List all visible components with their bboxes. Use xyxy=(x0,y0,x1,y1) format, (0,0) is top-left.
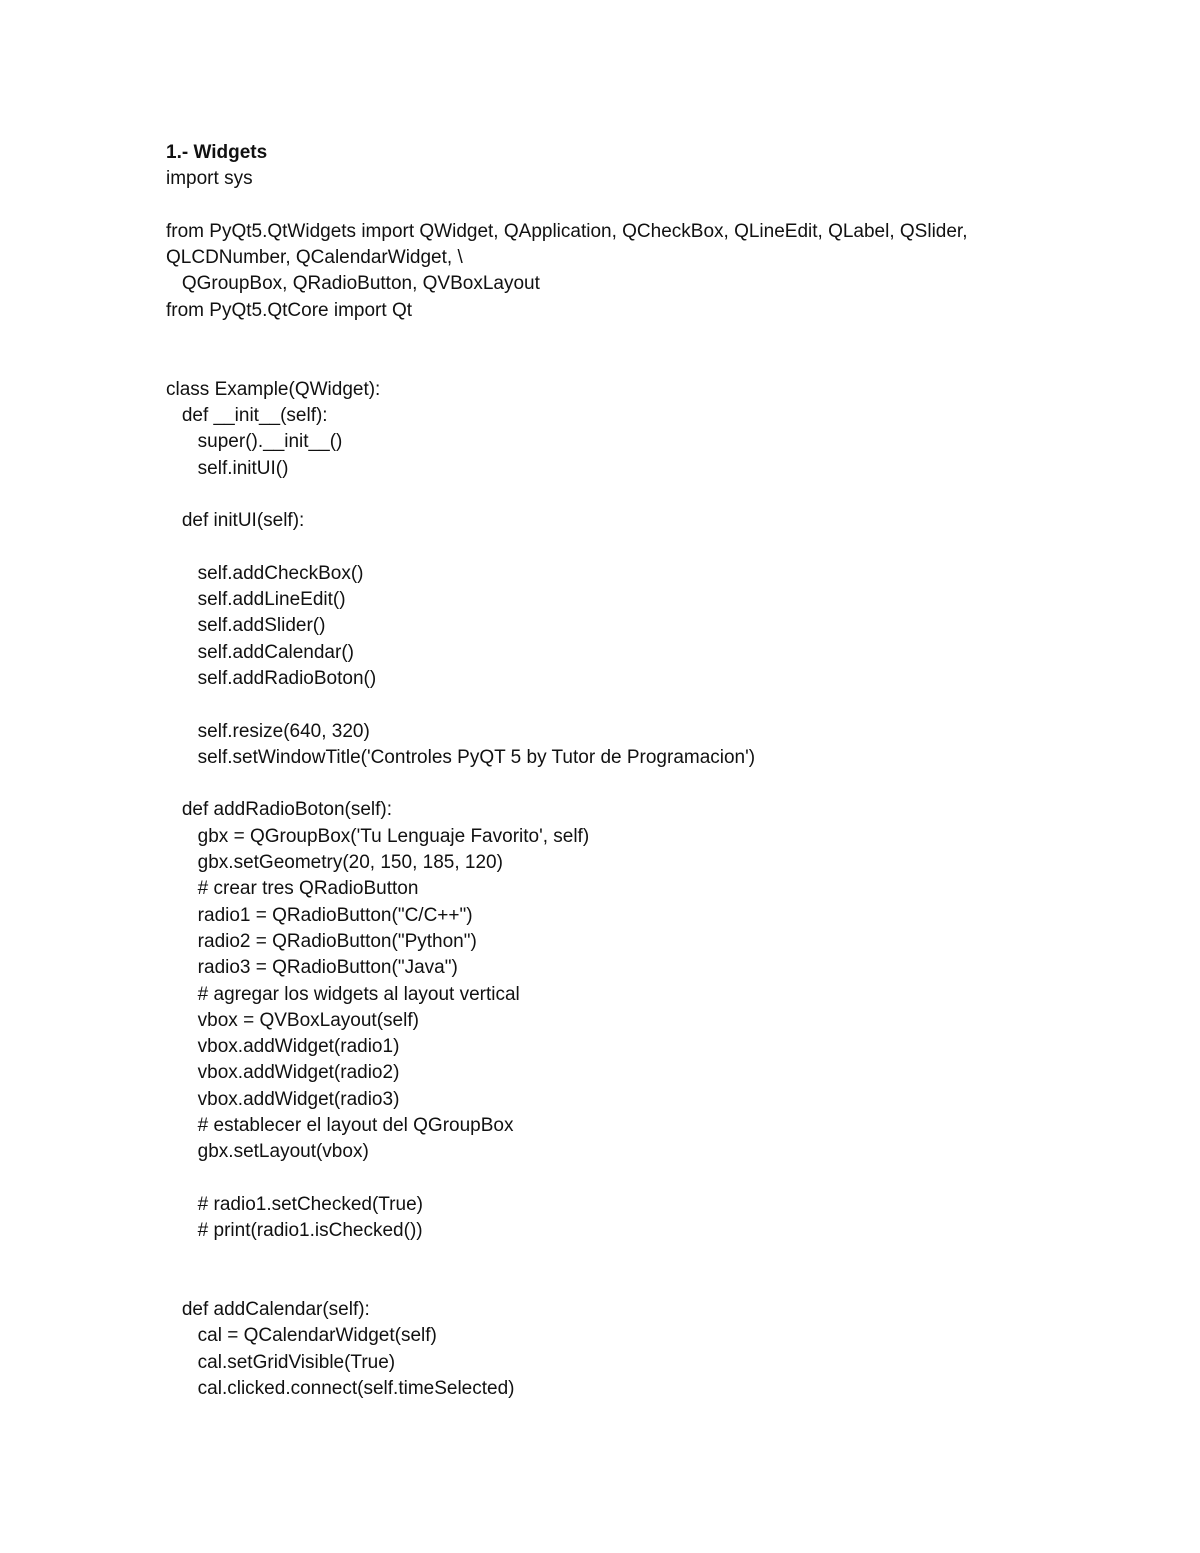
document-body xyxy=(166,140,1156,1402)
code-line: self.addLineEdit() xyxy=(166,589,346,611)
code-line: self.addCalendar() xyxy=(166,641,354,663)
code-line: vbox.addWidget(radio2) xyxy=(166,1062,400,1084)
code-line: # radio1.setChecked(True) xyxy=(166,1193,423,1215)
code-line: QLCDNumber, QCalendarWidget, \ xyxy=(166,247,463,269)
code-line: # crear tres QRadioButton xyxy=(166,878,419,900)
code-line: def __init__(self): xyxy=(166,404,328,426)
code-line: def addRadioBoton(self): xyxy=(166,799,393,821)
code-line: self.addRadioBoton() xyxy=(166,667,377,689)
code-line: self.initUI() xyxy=(166,457,289,479)
code-line: self.addCheckBox() xyxy=(166,562,364,584)
section-heading: 1.- Widgets xyxy=(166,142,268,163)
code-line: self.setWindowTitle('Controles PyQT 5 by Tutor de Programacion') xyxy=(166,746,756,768)
code-line: vbox = QVBoxLayout(self) xyxy=(166,1009,419,1031)
code-line: # establecer el layout del QGroupBox xyxy=(166,1114,514,1136)
blank-line xyxy=(166,193,1156,219)
code-line: # agregar los widgets al layout vertical xyxy=(166,983,520,1005)
code-line: def addCalendar(self): xyxy=(166,1299,370,1321)
code-line: gbx.setGeometry(20, 150, 185, 120) xyxy=(166,852,503,874)
blank-line xyxy=(166,324,1156,350)
code-line: self.resize(640, 320) xyxy=(166,720,370,742)
code-line: # print(radio1.isChecked()) xyxy=(166,1220,423,1242)
code-line: super().__init__() xyxy=(166,431,343,453)
blank-line xyxy=(166,1244,1156,1270)
blank-line xyxy=(166,692,1156,718)
code-line: vbox.addWidget(radio1) xyxy=(166,1036,400,1058)
code-line: self.addSlider() xyxy=(166,615,326,637)
code-line: cal = QCalendarWidget(self) xyxy=(166,1325,437,1347)
code-line: cal.setGridVisible(True) xyxy=(166,1351,396,1373)
blank-line xyxy=(166,1271,1156,1297)
code-line: radio2 = QRadioButton("Python") xyxy=(166,930,477,952)
blank-line xyxy=(166,482,1156,508)
code-line: class Example(QWidget): xyxy=(166,378,381,400)
code-line: vbox.addWidget(radio3) xyxy=(166,1088,400,1110)
code-line: def initUI(self): xyxy=(166,510,305,532)
blank-line xyxy=(166,350,1156,376)
code-line: radio3 = QRadioButton("Java") xyxy=(166,957,458,979)
code-line: import sys xyxy=(166,168,253,190)
code-line: radio1 = QRadioButton("C/C++") xyxy=(166,904,473,926)
code-line: gbx = QGroupBox('Tu Lenguaje Favorito', self) xyxy=(166,825,590,847)
blank-line xyxy=(166,534,1156,560)
code-line: from PyQt5.QtWidgets import QWidget, QApplication, QCheckBox, QLineEdit, QLabel, QSlider, xyxy=(166,220,968,242)
blank-line xyxy=(166,771,1156,797)
code-line: cal.clicked.connect(self.timeSelected) xyxy=(166,1377,515,1399)
code-line: QGroupBox, QRadioButton, QVBoxLayout xyxy=(166,273,540,295)
code-line: gbx.setLayout(vbox) xyxy=(166,1141,369,1163)
code-line: from PyQt5.QtCore import Qt xyxy=(166,299,412,321)
blank-line xyxy=(166,1166,1156,1192)
